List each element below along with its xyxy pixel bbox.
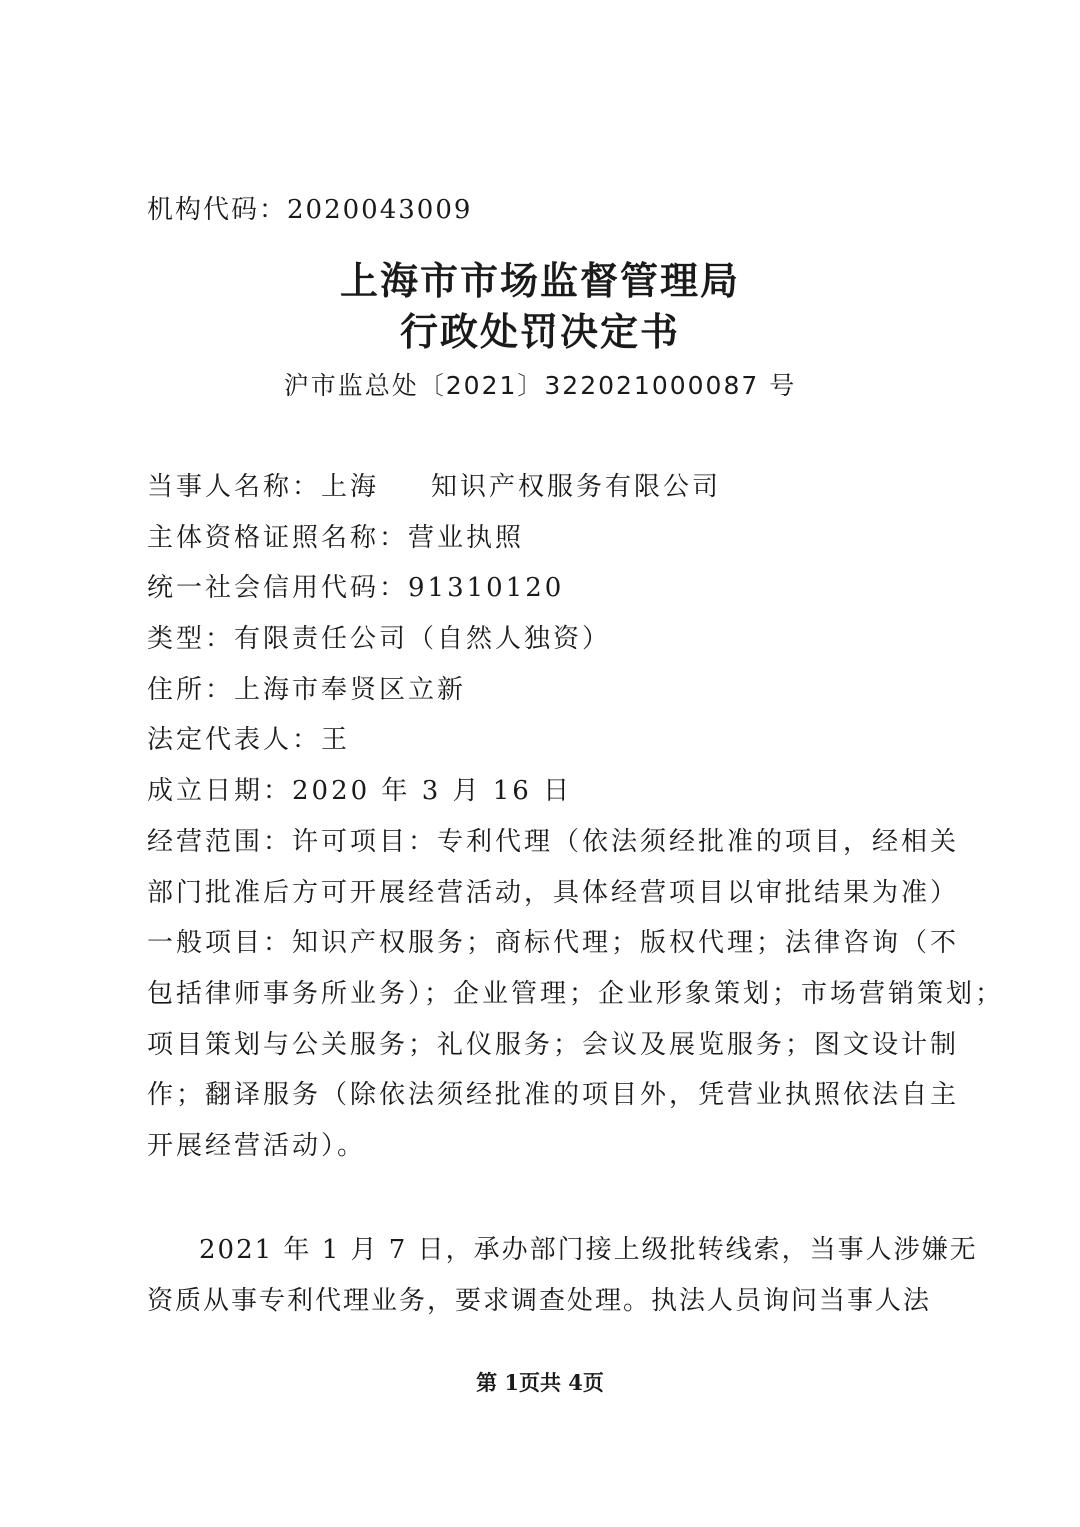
business-scope-line: 经营范围：许可项目：专利代理（依法须经批准的项目，经相关 <box>147 826 960 857</box>
org-code: 机构代码：2020043009 <box>147 195 473 225</box>
credit-code-line: 统一社会信用代码：91310120 <box>147 573 565 604</box>
document-title-type: 行政处罚决定书 <box>399 310 680 354</box>
business-scope-line: 部门批准后方可开展经营活动，具体经营项目以审批结果为准） <box>147 877 960 908</box>
party-info-section <box>147 462 1005 1172</box>
license-name-line: 主体资格证照名称：营业执照 <box>147 522 525 553</box>
body-paragraph-line <box>147 1225 978 1276</box>
document-number: 沪市监总处〔2021〕322021000087 号 <box>283 371 797 400</box>
document-title-authority: 上海市市场监督管理局 <box>339 259 740 303</box>
business-scope-line: 开展经营活动）。 <box>147 1130 367 1161</box>
party-name-line <box>147 462 947 513</box>
business-scope-line: 作；翻译服务（除依法须经批准的项目外，凭营业执照依法自主 <box>147 1080 960 1111</box>
body-paragraph-line-text: 2021 年 1 月 7 日，承办部门接上级批转线索，当事人涉嫌无 <box>199 1235 978 1265</box>
business-scope-line: 一般项目：知识产权服务；商标代理；版权代理；法律咨询（不 <box>147 928 960 959</box>
business-scope-line: 包括律师事务所业务）；企业管理；企业形象策划；市场营销策划； <box>147 978 1005 1009</box>
established-date-line: 成立日期：2020 年 3 月 16 日 <box>147 776 573 807</box>
legal-rep-line: 法定代表人：王 <box>147 725 351 756</box>
company-type-line: 类型：有限责任公司（自然人独资） <box>147 624 612 655</box>
address-line: 住所：上海市奉贤区立新 <box>147 674 467 705</box>
page-indicator: 第 1页共 4页 <box>476 1370 604 1395</box>
party-name-rest: 知识产权服务有限公司 <box>431 472 722 502</box>
party-name-label: 当事人名称：上海 <box>147 472 380 502</box>
business-scope-line: 项目策划与公关服务；礼仪服务；会议及展览服务；图文设计制 <box>147 1029 960 1060</box>
body-paragraph-line: 资质从事专利代理业务，要求调查处理。执法人员询问当事人法 <box>147 1285 932 1316</box>
body-paragraph <box>147 1225 978 1326</box>
